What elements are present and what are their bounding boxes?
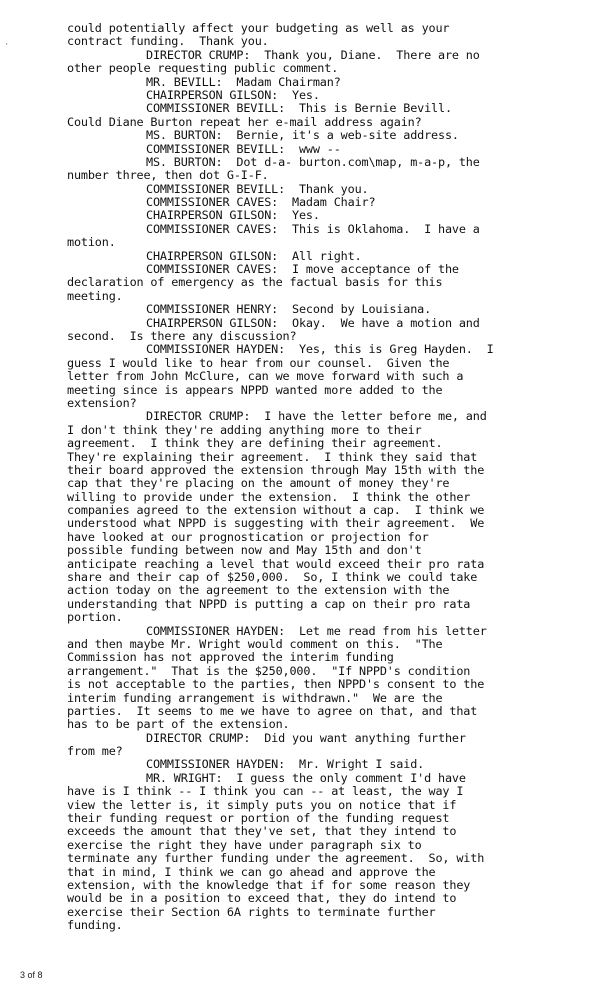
transcript-line: MR. BEVILL: Madam Chairman? xyxy=(146,74,341,89)
transcript-line: guess I would like to hear from our counsel. Given the xyxy=(67,355,450,370)
transcript-line: have looked at our prognostication or projection for xyxy=(67,529,429,544)
transcript-line: MS. BURTON: Bernie, it's a web-site address. xyxy=(146,128,459,143)
transcript-line: their funding request or portion of the funding request xyxy=(67,811,450,826)
transcript-line: CHAIRPERSON GILSON: All right. xyxy=(146,248,362,263)
transcript-line: COMMISSIONER HAYDEN: Yes, this is Greg Hayden. I xyxy=(146,342,494,357)
transcript-line: Commission has not approved the interim funding xyxy=(67,650,394,665)
transcript-line: contract funding. Thank you. xyxy=(67,34,269,49)
margin-mark: ' xyxy=(6,42,8,51)
transcript-line: letter from John McClure, can we move forward with such a xyxy=(67,369,464,384)
transcript-line: understanding that NPPD is putting a cap on their pro rata xyxy=(67,596,471,611)
transcript-line: motion. xyxy=(67,235,116,250)
transcript-line: COMMISSIONER BEVILL: Thank you. xyxy=(146,181,369,196)
transcript-body xyxy=(67,22,557,933)
transcript-line: have is I think -- I think you can -- at least, the way I xyxy=(67,784,464,799)
transcript-line: possible funding between now and May 15th and don't xyxy=(67,543,422,558)
transcript-line: second. Is there any discussion? xyxy=(67,328,297,343)
transcript-line: anticipate reaching a level that would exceed their pro rata xyxy=(67,556,485,571)
transcript-line: COMMISSIONER CAVES: Madam Chair? xyxy=(146,195,376,210)
transcript-line: other people requesting public comment. xyxy=(67,61,339,76)
transcript-line: portion. xyxy=(67,610,123,625)
transcript-line: and then maybe Mr. Wright would comment on this. "The xyxy=(67,636,443,651)
transcript-line: COMMISSIONER HAYDEN: Let me read from his letter xyxy=(146,623,487,638)
page-number: 3 of 8 xyxy=(20,970,43,980)
transcript-line: that in mind, I think we can go ahead and approve the xyxy=(67,864,436,879)
transcript-line: COMMISSIONER CAVES: This is Oklahoma. I have a xyxy=(146,221,480,236)
transcript-line: share and their cap of $250,000. So, I think we could take xyxy=(67,570,478,585)
transcript-line: MS. BURTON: Dot d-a- burton.com\map, m-a-p, the xyxy=(146,154,480,169)
transcript-line: agreement. I think they are defining their agreement. xyxy=(67,436,443,451)
transcript-line: from me? xyxy=(67,744,123,759)
transcript-line: exercise the right they have under paragraph six to xyxy=(67,837,422,852)
transcript-line: interim funding arrangement is withdrawn." We are the xyxy=(67,690,443,705)
transcript-line: Could Diane Burton repeat her e-mail address again? xyxy=(67,114,422,129)
transcript-line: view the letter is, it simply puts you on notice that if xyxy=(67,797,457,812)
transcript-line: funding. xyxy=(67,918,123,933)
transcript-line: declaration of emergency as the factual basis for this xyxy=(67,275,443,290)
transcript-line: exercise their Section 6A rights to terminate further xyxy=(67,904,436,919)
transcript-line: DIRECTOR CRUMP: Did you want anything further xyxy=(146,730,466,745)
transcript-line: number three, then dot G-I-F. xyxy=(67,168,269,183)
transcript-line: terminate any further funding under the agreement. So, with xyxy=(67,851,485,866)
transcript-line: CHAIRPERSON GILSON: Yes. xyxy=(146,87,320,102)
transcript-line: meeting. xyxy=(67,288,123,303)
transcript-line: DIRECTOR CRUMP: Thank you, Diane. There are no xyxy=(146,47,480,62)
transcript-line: companies agreed to the extension without a cap. I think we xyxy=(67,503,485,518)
transcript-line: MR. WRIGHT: I guess the only comment I'd have xyxy=(146,770,466,785)
transcript-line: extension, with the knowledge that if for some reason they xyxy=(67,878,471,892)
transcript-line: COMMISSIONER BEVILL: www -- xyxy=(146,141,341,156)
transcript-line: They're explaining their agreement. I think they said that xyxy=(67,449,478,464)
transcript-line: COMMISSIONER CAVES: I move acceptance of the xyxy=(146,262,459,277)
transcript-line: understood what NPPD is suggesting with their agreement. We xyxy=(67,516,485,531)
transcript-line: would be in a position to exceed that, they do intend to xyxy=(67,891,457,906)
transcript-line: DIRECTOR CRUMP: I have the letter before me, and xyxy=(146,409,487,424)
transcript-line: meeting since is appears NPPD wanted more added to the xyxy=(67,382,443,397)
transcript-line: COMMISSIONER HENRY: Second by Louisiana. xyxy=(146,302,432,317)
transcript-line: willing to provide under the extension. I think the other xyxy=(67,489,471,504)
transcript-line: parties. It seems to me we have to agree on that, and that xyxy=(67,703,478,718)
transcript-line: action today on the agreement to the extension with the xyxy=(67,583,450,598)
transcript-line: CHAIRPERSON GILSON: Okay. We have a motion and xyxy=(146,315,480,330)
transcript-line: I don't think they're adding anything more to their xyxy=(67,422,422,437)
transcript-line: could potentially affect your budgeting as well as your xyxy=(67,21,450,35)
transcript-line: cap that they're placing on the amount of money they're xyxy=(67,476,450,491)
transcript-line: CHAIRPERSON GILSON: Yes. xyxy=(146,208,320,223)
transcript-line: their board approved the extension through May 15th with the xyxy=(67,462,485,477)
transcript-line: arrangement." That is the $250,000. "If NPPD's condition xyxy=(67,663,471,678)
transcript-line: exceeds the amount that they've set, that they intend to xyxy=(67,824,457,839)
transcript-line: is not acceptable to the parties, then NPPD's consent to the xyxy=(67,677,485,692)
transcript-line: has to be part of the extension. xyxy=(67,717,290,732)
transcript-line: COMMISSIONER HAYDEN: Mr. Wright I said. xyxy=(146,757,425,772)
transcript-line: extension? xyxy=(67,395,137,410)
transcript-line: COMMISSIONER BEVILL: This is Bernie Bevill. xyxy=(146,101,452,116)
